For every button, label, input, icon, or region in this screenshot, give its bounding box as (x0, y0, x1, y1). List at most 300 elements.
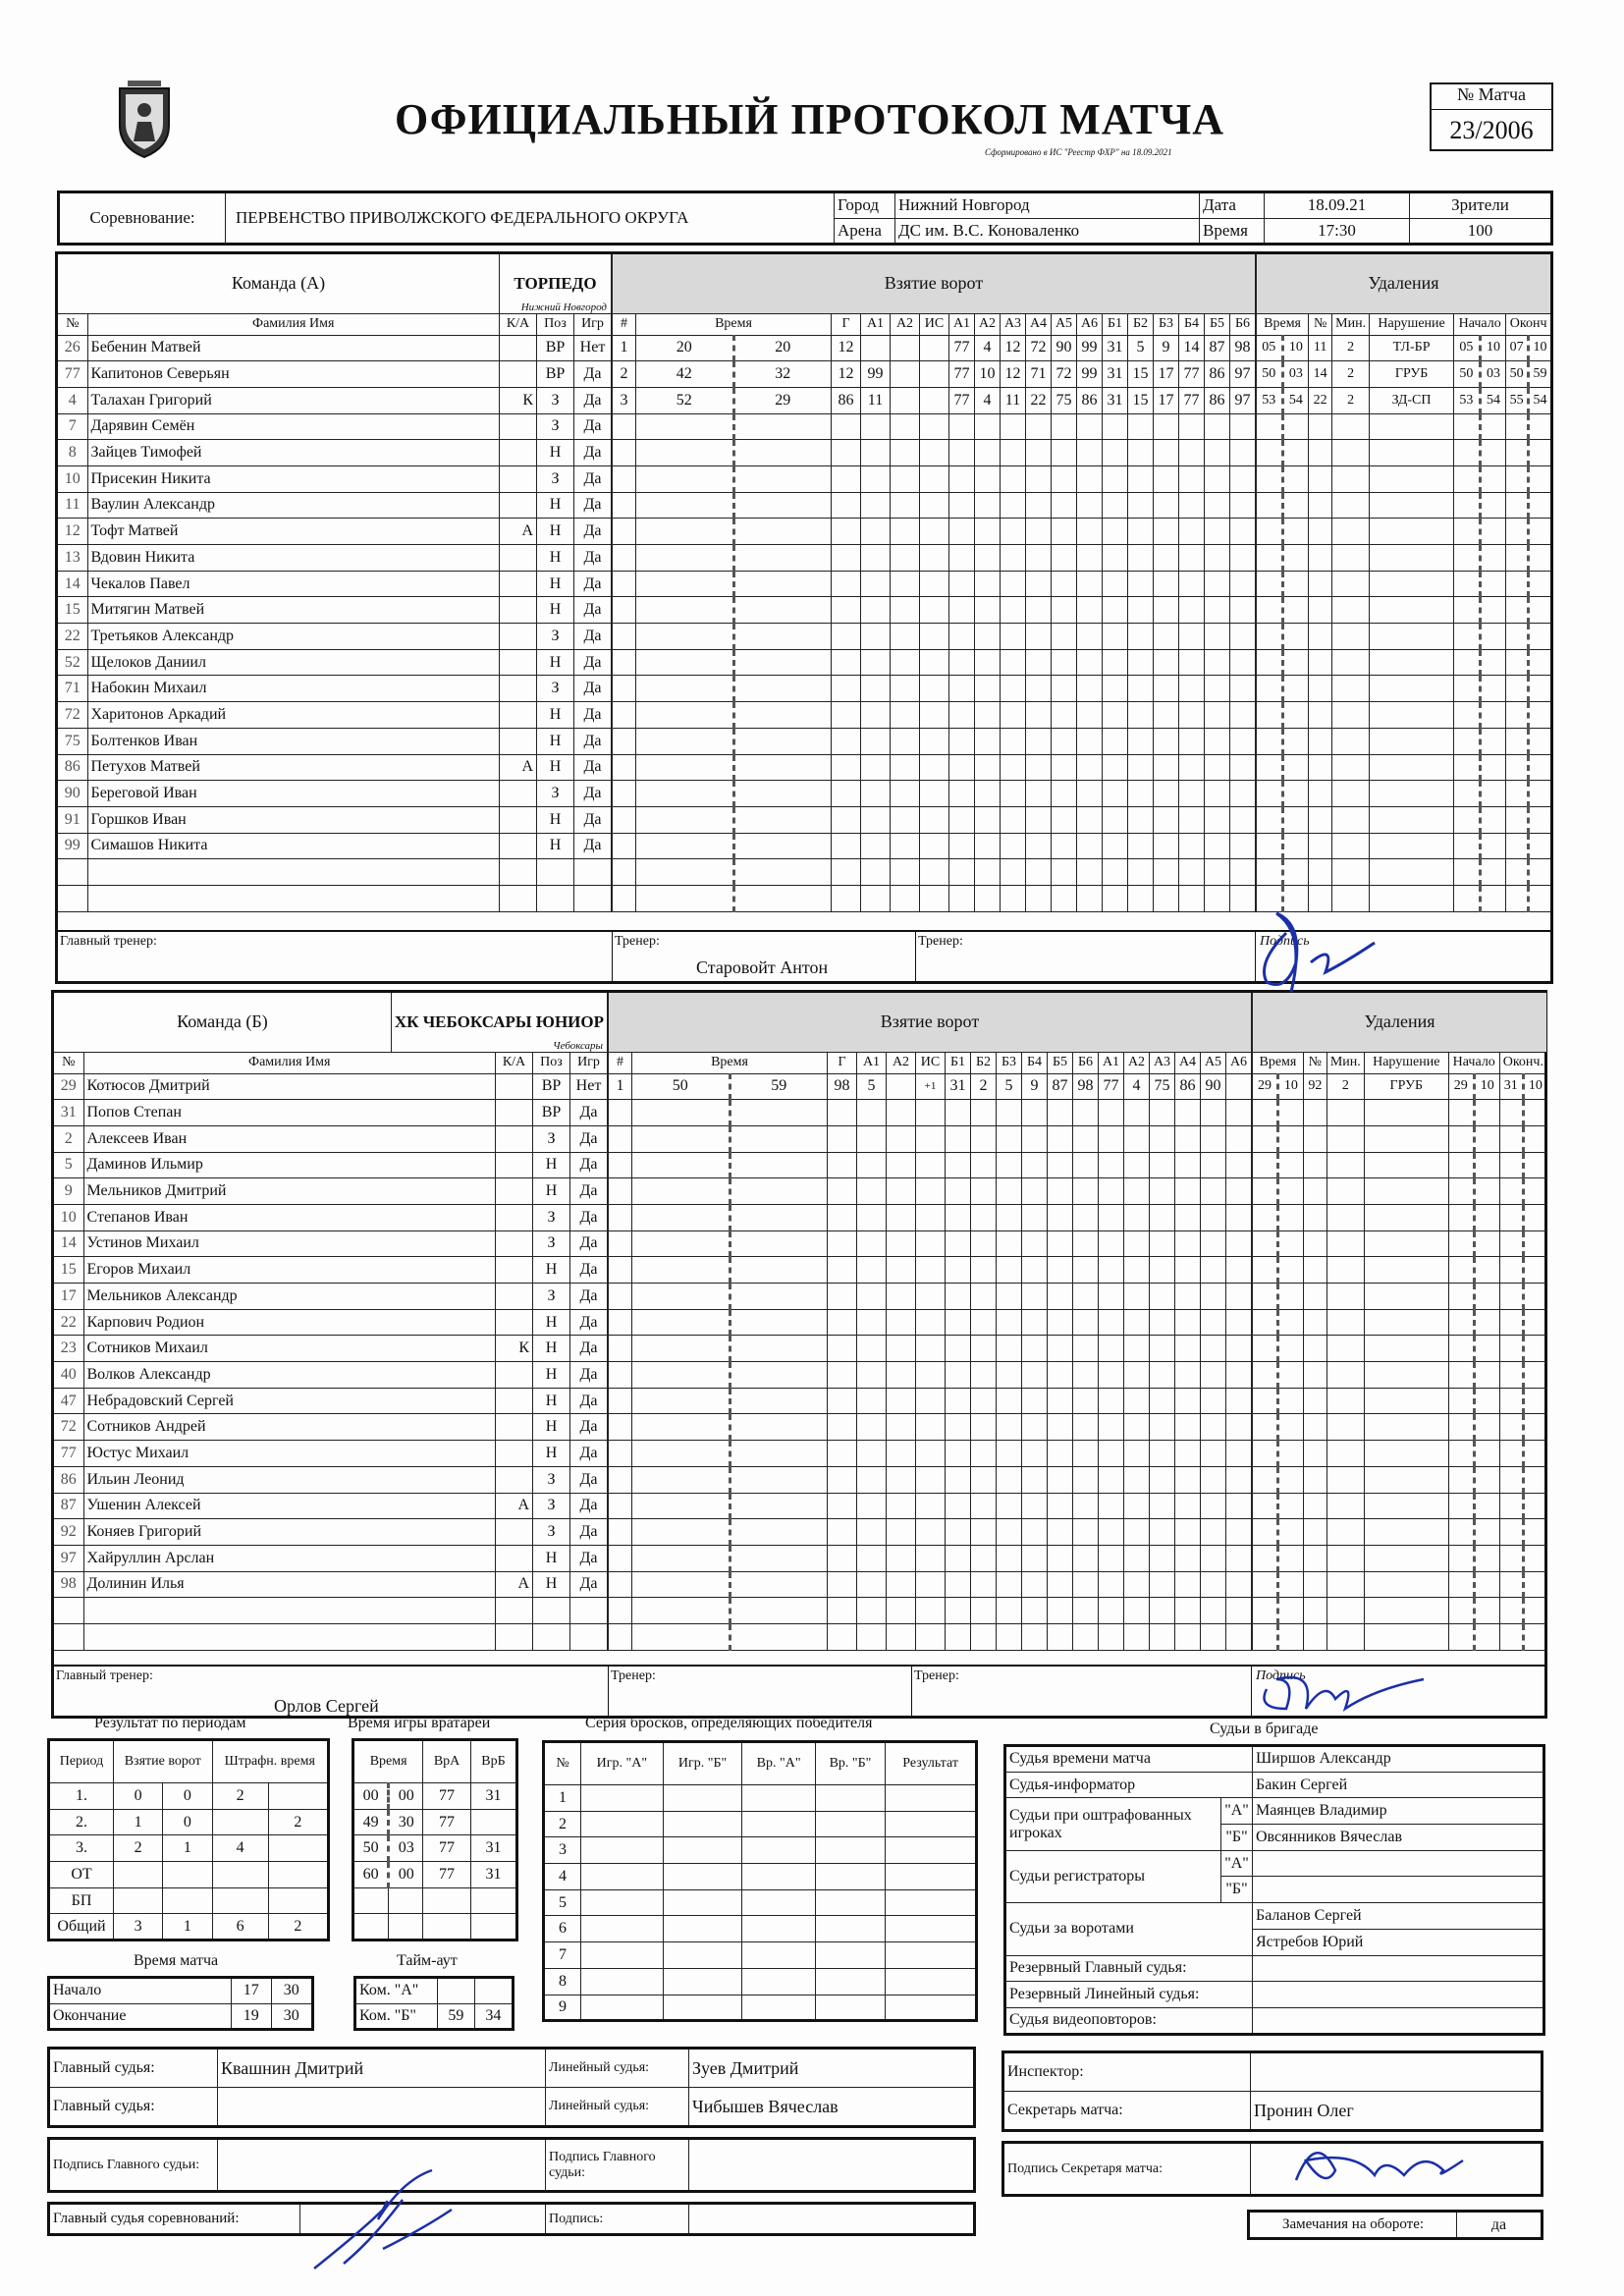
goal-cell: 5 (857, 1073, 887, 1100)
penalty-cell (1257, 465, 1283, 492)
goal-cell (1230, 597, 1256, 624)
goal-row (613, 519, 1256, 545)
goalie-h-b: ВрБ (470, 1740, 516, 1783)
goal-row (609, 1125, 1252, 1152)
player-role (500, 781, 537, 807)
goal-cell (1099, 1362, 1124, 1389)
penalty-cell (1454, 806, 1481, 833)
penalty-cell: 03 (1480, 361, 1506, 388)
goal-cell (1150, 1152, 1175, 1178)
penalty-row (1257, 624, 1551, 650)
goalie-time-table (352, 1738, 518, 1941)
goal-cell (857, 1125, 887, 1152)
goal-cell (946, 1466, 971, 1493)
goal-row (613, 728, 1256, 754)
goal-cell (1001, 440, 1026, 466)
player-number: 72 (54, 1414, 83, 1441)
goal-cell (730, 1441, 828, 1467)
player-role (496, 1362, 533, 1389)
player-number: 22 (58, 624, 87, 650)
penalty-cell (1253, 1519, 1278, 1546)
goal-cell (1026, 624, 1052, 650)
player-position: З (533, 1284, 570, 1310)
goal-cell (1154, 728, 1179, 754)
team-b-h-ka: К/А (496, 1052, 533, 1073)
penalty-cell (1364, 1623, 1448, 1650)
goal-cell (1077, 885, 1103, 911)
penalty-cell (1529, 571, 1550, 597)
penalty-cell (1309, 597, 1332, 624)
goal-cell (1175, 1309, 1201, 1336)
goal-cell (632, 1571, 731, 1598)
goal-cell (1179, 806, 1205, 833)
goal-cell: 4 (975, 387, 1001, 413)
goal-cell (1103, 519, 1128, 545)
goals-h-a2: А2 (891, 313, 920, 335)
goal-cell (632, 1441, 731, 1467)
goal-cell (920, 413, 949, 440)
penalty-cell (1309, 702, 1332, 729)
goal-cell (920, 597, 949, 624)
goal-cell: 5 (1128, 335, 1154, 361)
penalty-cell (1282, 676, 1309, 702)
goal-row (613, 754, 1256, 781)
goal-cell (1205, 676, 1230, 702)
penalty-cell (1364, 1230, 1448, 1257)
goal-cell (1022, 1257, 1048, 1284)
player-number: 10 (54, 1204, 83, 1230)
goal-cell (828, 1466, 857, 1493)
player-name: Тофт Матвей (87, 519, 500, 545)
goal-cell (920, 754, 949, 781)
match-time-title: Время матча (134, 1952, 219, 1969)
competition-name: ПЕРВЕНСТВО ПРИВОЛЖСКОГО ФЕДЕРАЛЬНОГО ОКРУГА (226, 192, 835, 245)
player-position (533, 1623, 570, 1650)
player-name: Мельников Александр (83, 1284, 496, 1310)
goal-cell (857, 1100, 887, 1126)
player-name: Харитонов Аркадий (87, 702, 500, 729)
goal-cell: 12 (832, 335, 861, 361)
player-role (496, 1388, 533, 1414)
goal-cell: 9 (1154, 335, 1179, 361)
penalty-cell (1277, 1545, 1303, 1571)
period-cell (212, 1862, 268, 1888)
penalty-cell (1282, 440, 1309, 466)
goal-cell (891, 361, 920, 388)
goal-cell (975, 519, 1001, 545)
player-name: Ильин Леонид (83, 1466, 496, 1493)
goals-h-onice: Б2 (1128, 313, 1154, 335)
penalty-cell: 2 (1326, 1073, 1364, 1100)
team-b-h-played: Игр (570, 1052, 608, 1073)
goal-cell (1022, 1414, 1048, 1441)
player-position: Н (537, 702, 574, 729)
shootout-cell (886, 1811, 977, 1837)
player-number: 92 (54, 1519, 83, 1546)
goal-cell (997, 1100, 1022, 1126)
goal-cell (1201, 1545, 1226, 1571)
period-cell: Общий (49, 1914, 114, 1941)
goal-cell (1048, 1571, 1073, 1598)
player-row (54, 1152, 608, 1178)
penalty-cell (1257, 649, 1283, 676)
player-row (54, 1598, 608, 1624)
penalty-row (1253, 1152, 1547, 1178)
goalie-cell: 03 (389, 1835, 423, 1862)
goal-cell (1073, 1152, 1099, 1178)
goal-cell (975, 649, 1001, 676)
goal-cell: 12 (1001, 361, 1026, 388)
goal-cell (730, 1519, 828, 1546)
goal-cell (887, 1100, 916, 1126)
player-row (58, 545, 612, 572)
goal-cell (916, 1100, 946, 1126)
penalty-cell (1303, 1441, 1326, 1467)
penalty-cell (1364, 1441, 1448, 1467)
penalty-cell (1370, 833, 1454, 859)
goal-cell (613, 545, 636, 572)
goal-cell (920, 702, 949, 729)
goal-cell (891, 649, 920, 676)
player-number: 9 (54, 1178, 83, 1205)
goal-cell (1150, 1284, 1175, 1310)
penalty-cell (1364, 1571, 1448, 1598)
goal-cell (832, 545, 861, 572)
shootout-header: Результат (886, 1742, 977, 1785)
penalty-cell (1480, 465, 1506, 492)
penalty-cell (1474, 1152, 1499, 1178)
goal-cell (857, 1598, 887, 1624)
player-number: 5 (54, 1152, 83, 1178)
player-role: А (500, 519, 537, 545)
period-row (49, 1914, 329, 1941)
player-name: Присекин Никита (87, 465, 500, 492)
player-played: Да (574, 754, 612, 781)
goal-cell (828, 1545, 857, 1571)
goal-cell (1022, 1178, 1048, 1205)
goal-cell (1205, 781, 1230, 807)
goal-cell (730, 1257, 828, 1284)
goal-cell (832, 676, 861, 702)
goal-cell (1205, 624, 1230, 650)
goal-cell (1179, 833, 1205, 859)
team-a-penalties (1256, 254, 1550, 912)
penalty-cell (1332, 859, 1370, 886)
player-name (87, 859, 500, 886)
goal-cell (997, 1152, 1022, 1178)
goal-cell (1150, 1466, 1175, 1493)
team-a-h-pos: Поз (537, 313, 574, 335)
goal-cell (1077, 597, 1103, 624)
goal-cell (1175, 1571, 1201, 1598)
player-position: З (533, 1125, 570, 1152)
goal-cell (1154, 571, 1179, 597)
player-role (496, 1414, 533, 1441)
goal-cell (1001, 728, 1026, 754)
goalie-time-title: Время игры вратарей (348, 1715, 491, 1731)
player-played: Да (570, 1388, 608, 1414)
penalty-cell (1523, 1623, 1546, 1650)
crew-reserve-line-label: Резервный Линейный судья: (1005, 1982, 1253, 2008)
goal-cell (1205, 859, 1230, 886)
goal-cell (1226, 1284, 1252, 1310)
goal-cell (1026, 465, 1052, 492)
penalty-cell (1364, 1336, 1448, 1362)
team-a-team-city: Нижний Новгород (520, 301, 607, 313)
goal-cell (1179, 624, 1205, 650)
penalty-cell (1364, 1100, 1448, 1126)
goal-cell (1048, 1152, 1073, 1178)
goal-cell (1230, 545, 1256, 572)
goal-cell (916, 1125, 946, 1152)
penalty-cell (1370, 702, 1454, 729)
penalty-cell: 54 (1529, 387, 1550, 413)
player-played: Да (574, 465, 612, 492)
goal-cell (1128, 649, 1154, 676)
penalty-cell (1474, 1336, 1499, 1362)
penalty-cell (1253, 1309, 1278, 1336)
goal-cell (1175, 1125, 1201, 1152)
penalty-cell (1480, 649, 1506, 676)
goal-cell: 98 (1073, 1073, 1099, 1100)
player-row (54, 1284, 608, 1310)
crew-penalty-a-tag: "А" (1221, 1798, 1253, 1825)
player-played: Да (574, 492, 612, 519)
player-position: З (533, 1519, 570, 1546)
goal-cell: 2 (613, 361, 636, 388)
goal-cell: 10 (975, 361, 1001, 388)
goal-cell (632, 1362, 731, 1389)
goal-cell (1103, 781, 1128, 807)
player-played: Нет (570, 1073, 608, 1100)
goal-cell (1026, 571, 1052, 597)
penalty-cell (1480, 676, 1506, 702)
goal-cell (975, 571, 1001, 597)
goals-h-onice: Б2 (971, 1052, 997, 1073)
goal-cell (1022, 1230, 1048, 1257)
shootout-row (544, 1811, 977, 1837)
goal-cell (975, 624, 1001, 650)
goal-cell (857, 1571, 887, 1598)
goal-cell (920, 519, 949, 545)
goal-cell (1103, 885, 1128, 911)
goal-cell (730, 1362, 828, 1389)
team-a-penalties-title: Удаления (1257, 254, 1551, 313)
inspector-label: Инспектор: (1003, 2052, 1251, 2092)
penalty-cell (1523, 1204, 1546, 1230)
goal-cell (1048, 1493, 1073, 1519)
goal-cell (609, 1362, 632, 1389)
shootout-num: 5 (544, 1889, 581, 1916)
goal-cell: 9 (1022, 1073, 1048, 1100)
penalty-cell (1474, 1571, 1499, 1598)
penalty-cell (1529, 885, 1550, 911)
goal-cell (1048, 1362, 1073, 1389)
goal-cell (861, 781, 891, 807)
goal-cell (1230, 571, 1256, 597)
goal-cell (832, 571, 861, 597)
player-number: 87 (54, 1493, 83, 1519)
goal-cell (1179, 597, 1205, 624)
penalty-cell (1523, 1230, 1546, 1257)
penalty-cell (1523, 1362, 1546, 1389)
penalty-cell (1523, 1125, 1546, 1152)
period-cell: 2 (212, 1783, 268, 1810)
player-played: Да (574, 440, 612, 466)
player-position: Н (537, 649, 574, 676)
crew-scorers-a-tag: "А" (1221, 1850, 1253, 1877)
goal-cell (733, 597, 832, 624)
goal-cell (1103, 571, 1128, 597)
goalie-row (353, 1835, 517, 1862)
goal-cell (1179, 519, 1205, 545)
goal-cell (1226, 1230, 1252, 1257)
penalty-cell (1454, 624, 1481, 650)
penalty-row (1257, 649, 1551, 676)
goal-cell (1077, 754, 1103, 781)
goal-cell (730, 1230, 828, 1257)
penalty-cell (1480, 597, 1506, 624)
penalty-cell (1454, 754, 1481, 781)
goal-cell (730, 1152, 828, 1178)
goal-cell: 72 (1052, 361, 1077, 388)
player-played: Да (574, 413, 612, 440)
goal-row (613, 465, 1256, 492)
penalty-cell (1282, 545, 1309, 572)
penalty-cell: ТЛ-БР (1370, 335, 1454, 361)
player-row (54, 1362, 608, 1389)
penalty-row (1257, 806, 1551, 833)
shootout-cell (742, 1864, 815, 1890)
goal-cell (1077, 676, 1103, 702)
goal-cell (1099, 1493, 1124, 1519)
penalty-cell (1253, 1336, 1278, 1362)
shootout-cell (663, 1916, 742, 1942)
goal-cell (887, 1466, 916, 1493)
goal-cell (1048, 1545, 1073, 1571)
period-cell: 2. (49, 1809, 114, 1835)
goal-cell (1124, 1598, 1150, 1624)
timeout-a-mm (438, 1978, 475, 2004)
player-played: Да (570, 1336, 608, 1362)
penalty-row (1253, 1257, 1547, 1284)
team-b-team-name: ХК ЧЕБОКСАРЫ ЮНИОР (394, 1011, 604, 1031)
player-position (537, 885, 574, 911)
goal-cell (1230, 676, 1256, 702)
penalty-cell (1303, 1545, 1326, 1571)
player-row (58, 702, 612, 729)
period-cell: 2 (268, 1914, 328, 1941)
goal-cell (949, 754, 975, 781)
penalty-cell (1523, 1466, 1546, 1493)
penalty-cell (1474, 1309, 1499, 1336)
goals-h-onice: А6 (1226, 1052, 1252, 1073)
goalie-cell: 77 (423, 1783, 471, 1810)
player-played: Да (574, 781, 612, 807)
goal-cell (920, 440, 949, 466)
goal-cell (1124, 1623, 1150, 1650)
goal-cell (1124, 1441, 1150, 1467)
player-row (58, 859, 612, 886)
penalty-cell (1303, 1519, 1326, 1546)
goal-cell (1175, 1204, 1201, 1230)
penalty-cell (1282, 413, 1309, 440)
penalty-cell (1480, 545, 1506, 572)
goal-cell (1150, 1178, 1175, 1205)
goal-cell (733, 440, 832, 466)
goal-cell (1026, 676, 1052, 702)
penalty-cell (1523, 1519, 1546, 1546)
penalty-cell (1332, 649, 1370, 676)
goal-cell (1205, 492, 1230, 519)
goal-cell (613, 859, 636, 886)
penalty-row (1253, 1178, 1547, 1205)
player-name: Волков Александр (83, 1362, 496, 1389)
linesman-2: Чибышев Вячеслав (689, 2088, 975, 2127)
penalty-cell (1326, 1571, 1364, 1598)
penalty-cell (1309, 649, 1332, 676)
penalty-cell (1454, 465, 1481, 492)
penalty-cell (1370, 859, 1454, 886)
goal-cell (609, 1257, 632, 1284)
player-role (500, 361, 537, 388)
goal-cell (1103, 624, 1128, 650)
goals-h-onice: Б4 (1179, 313, 1205, 335)
goal-cell (1048, 1441, 1073, 1467)
penalty-cell (1277, 1178, 1303, 1205)
shootout-row (544, 1864, 977, 1890)
penalty-cell (1529, 465, 1550, 492)
goal-cell (733, 571, 832, 597)
goal-cell (1099, 1598, 1124, 1624)
player-row (54, 1073, 608, 1100)
goal-cell (1226, 1493, 1252, 1519)
goal-cell (1128, 413, 1154, 440)
referee-2 (218, 2088, 546, 2127)
goal-cell (920, 624, 949, 650)
shootout-num: 6 (544, 1916, 581, 1942)
goal-cell (1175, 1388, 1201, 1414)
goal-cell (891, 781, 920, 807)
player-position: ВР (533, 1100, 570, 1126)
goal-cell (971, 1309, 997, 1336)
shootout-cell (815, 1916, 885, 1942)
player-number: 99 (58, 833, 87, 859)
penalty-cell (1326, 1519, 1364, 1546)
goal-cell (1077, 781, 1103, 807)
goal-cell (1150, 1493, 1175, 1519)
penalty-cell: 31 (1499, 1073, 1523, 1100)
period-cell (212, 1809, 268, 1835)
shootout-num: 3 (544, 1837, 581, 1864)
goal-cell (946, 1230, 971, 1257)
penalty-cell (1523, 1257, 1546, 1284)
penalty-cell (1257, 833, 1283, 859)
goal-cell (975, 465, 1001, 492)
penalty-cell (1364, 1493, 1448, 1519)
goals-h-onice: А3 (1001, 313, 1026, 335)
penalty-cell (1370, 465, 1454, 492)
player-role (500, 465, 537, 492)
goals-h-onice: А6 (1077, 313, 1103, 335)
player-position: Н (533, 1257, 570, 1284)
period-row (49, 1783, 329, 1810)
goal-cell (1048, 1466, 1073, 1493)
penalty-cell (1257, 597, 1283, 624)
player-number: 2 (54, 1125, 83, 1152)
goal-cell (1077, 571, 1103, 597)
penalty-cell (1370, 624, 1454, 650)
